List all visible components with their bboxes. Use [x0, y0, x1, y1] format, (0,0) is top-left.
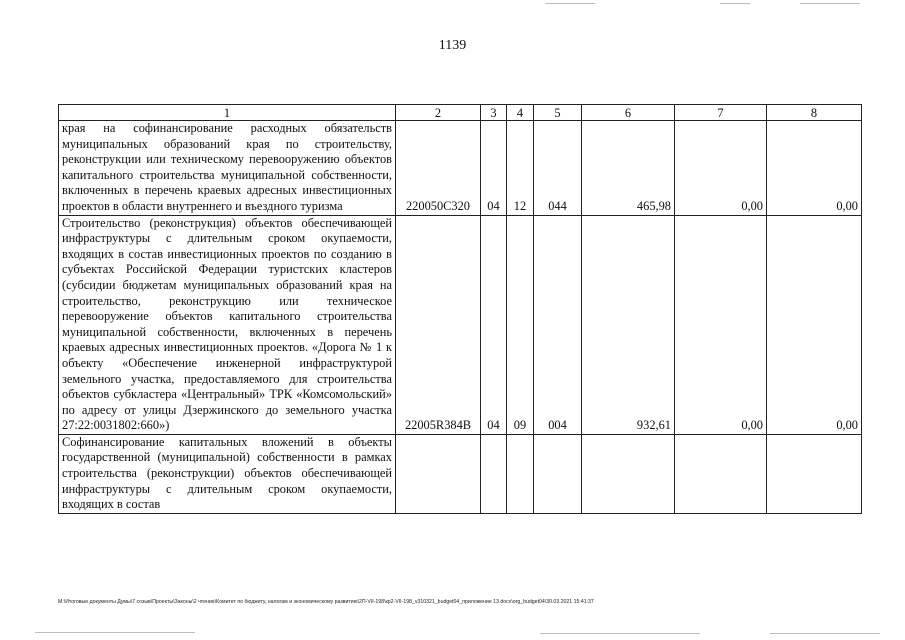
header-col-2: 2: [396, 105, 481, 121]
row-code: [396, 434, 481, 513]
table-row: [59, 121, 862, 216]
header-col-7: 7: [675, 105, 767, 121]
header-col-1: 1: [59, 105, 396, 121]
row-col7: 0,00: [675, 215, 767, 434]
row-col7: 0,00: [675, 121, 767, 216]
row-col6: 932,61: [582, 215, 675, 434]
header-row: [59, 105, 862, 121]
row-description: Софинансирование капитальных вложений в объекты государственной (муниципальной) собственности в рамках строительства (реконструкции) объектов обеспечивающей инфраструктуры с длительным сроком окупаемости, входящих в состав: [59, 434, 396, 513]
scan-artifact-top-2: [720, 3, 750, 4]
budget-table: [58, 104, 862, 514]
header-col-8: 8: [767, 105, 862, 121]
row-col5: 044: [534, 121, 582, 216]
row-col5: 004: [534, 215, 582, 434]
table-row: [59, 434, 862, 513]
row-col8: [767, 434, 862, 513]
row-description: края на софинансирование расходных обязательств муниципальных образований края по строительству, реконструкции или техническому перевооружению объектов капитального строительства муниципальной собственности, включенных в перечень краевых адресных инвестиционных проектов в области внутреннего и въездного туризма: [59, 121, 396, 216]
row-col8: 0,00: [767, 215, 862, 434]
row-col4: 09: [507, 215, 534, 434]
header-col-3: 3: [481, 105, 507, 121]
scan-artifact-bottom: [35, 632, 195, 633]
scan-artifact-top: [545, 3, 595, 4]
row-col3: 04: [481, 215, 507, 434]
row-col3: [481, 434, 507, 513]
row-col6: [582, 434, 675, 513]
header-col-4: 4: [507, 105, 534, 121]
table-row: [59, 215, 862, 434]
row-col5: [534, 434, 582, 513]
document-footer-path: М:\Итоговые документы Думы\7 созыв\Проекты\Законы\2 чтение\Комитет по бюджету, налогам и экономическому развитию\2П-VII-198\кр2-VII-198_v310321_budget04_приложение 13.docx\org_budget04\30.03.2021 15:41:37: [58, 599, 594, 605]
row-col6: 465,98: [582, 121, 675, 216]
page-number: 1139: [438, 38, 467, 53]
row-description: Строительство (реконструкция) объектов обеспечивающей инфраструктуры с длительным сроком окупаемости, входящих в состав инвестиционных проектов по созданию в субъектах Российской Федерации туристских кластеров (субсидии бюджетам муниципальных образований края на строительство, реконструкцию или техническое перевооружение объектов капитального строительства муниципальной собственности, включенных в перечень краевых адресных инвестиционных проектов. «Дорога № 1 к объекту «Обеспечение инженерной инфраструктурой земельного участка, предоставляемого для строительства объектов субкластера «Центральный» ТРК «Комсомольский» по адресу от улицы Дзержинского до земельного участка 27:22:0031802:660»): [59, 215, 396, 434]
row-col4: [507, 434, 534, 513]
header-col-6: 6: [582, 105, 675, 121]
row-col8: 0,00: [767, 121, 862, 216]
scan-artifact-bottom-3: [770, 633, 880, 634]
row-code: 220050С320: [396, 121, 481, 216]
row-col7: [675, 434, 767, 513]
scan-artifact-top-3: [800, 3, 860, 4]
header-col-5: 5: [534, 105, 582, 121]
row-col4: 12: [507, 121, 534, 216]
scan-artifact-bottom-2: [540, 633, 700, 634]
row-col3: 04: [481, 121, 507, 216]
row-code: 22005R384B: [396, 215, 481, 434]
